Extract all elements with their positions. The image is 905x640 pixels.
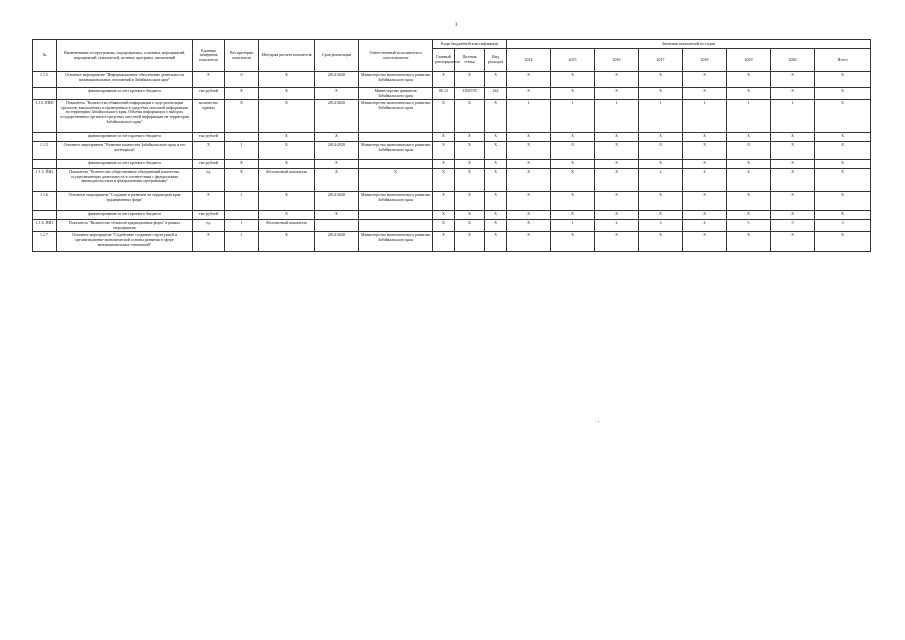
cell-kbk-glava: Х (433, 192, 455, 211)
cell-year-value: 5 (771, 220, 815, 232)
page-number: 3 (455, 23, 458, 28)
table-row (33, 100, 871, 133)
cell-num: 1.1.6. ПИ1 (33, 220, 57, 232)
table-row (33, 72, 871, 88)
cell-year-value: Х (507, 160, 551, 169)
cell-method: Х (259, 232, 315, 252)
cell-weight (225, 211, 259, 220)
cell-year-value: Х (551, 232, 595, 252)
cell-year-value: Х (639, 211, 683, 220)
cell-unit: Х (193, 142, 225, 160)
header-year: 2017 (639, 49, 683, 72)
cell-method: Х (259, 142, 315, 160)
header-year: 2016 (595, 49, 639, 72)
cell-year-value: Х (771, 142, 815, 160)
cell-responsible: Министерство экономического развития Забайкальского края (359, 100, 433, 133)
header-responsible: Ответственный исполнитель и соисполнители (359, 40, 433, 72)
table-row (33, 133, 871, 142)
cell-year-value: 4 (683, 169, 727, 192)
cell-name: Основное мероприятие "Информационное обеспечение деятельности межнациональных отношений в Забайкальском крае" (57, 72, 193, 88)
cell-kbk-csr: Х (455, 220, 485, 232)
header-num: № (33, 40, 57, 72)
cell-year-value: Х (727, 133, 771, 142)
cell-kbk-glava: Х (433, 142, 455, 160)
cell-term: 2014-2020 (315, 192, 359, 211)
table-row (33, 169, 871, 192)
cell-num: 1.1.5. ПИ1 (33, 169, 57, 192)
cell-year-value: Х (639, 160, 683, 169)
cell-year-value: Х (727, 72, 771, 88)
cell-year-value: Х (551, 211, 595, 220)
cell-year-value: Х (507, 211, 551, 220)
cell-kbk-vr: Х (485, 232, 507, 252)
cell-year-value: Х (595, 169, 639, 192)
cell-year-value: Х (771, 72, 815, 88)
cell-kbk-vr: Х (485, 142, 507, 160)
cell-kbk-csr: Х (455, 100, 485, 133)
cell-year-value: 1 (507, 100, 551, 133)
cell-kbk-glava: Х (433, 169, 455, 192)
cell-name: финансирование за счет краевого бюджета (57, 88, 193, 100)
cell-kbk-vr: Х (485, 72, 507, 88)
cell-year-value: Х (727, 192, 771, 211)
cell-term: Х (315, 169, 359, 192)
cell-num (33, 133, 57, 142)
cell-total: Х (815, 133, 871, 142)
table-body (33, 72, 871, 252)
cell-num: 1.1.6. (33, 192, 57, 211)
cell-kbk-vr: Х (485, 133, 507, 142)
cell-unit: тыс.рублей (193, 211, 225, 220)
cell-total: Х (815, 169, 871, 192)
cell-year-value: Х (595, 133, 639, 142)
cell-kbk-vr: Х (485, 192, 507, 211)
cell-kbk-glava: Х (433, 211, 455, 220)
cell-year-value: 1 (683, 100, 727, 133)
cell-year-value: Х (551, 192, 595, 211)
cell-year-value: 1 (639, 100, 683, 133)
cell-term: 2014-2020 (315, 72, 359, 88)
cell-kbk-csr: 1502578 (455, 88, 485, 100)
cell-year-value: Х (639, 142, 683, 160)
cell-kbk-vr: Х (485, 220, 507, 232)
cell-year-value: 3 (639, 220, 683, 232)
cell-year-value: Х (771, 133, 815, 142)
cell-kbk-vr: Х (485, 169, 507, 192)
cell-year-value: Х (683, 192, 727, 211)
cell-weight: Х (225, 100, 259, 133)
cell-method: Х (259, 211, 315, 220)
cell-term: Х (315, 133, 359, 142)
cell-term (315, 220, 359, 232)
header-kbk-glava: Главный распорядитель (433, 49, 455, 72)
header-kbk-csr: Целевая статья (455, 49, 485, 72)
cell-kbk-csr: Х (455, 192, 485, 211)
table-row (33, 142, 871, 160)
cell-unit: тыс.рублей (193, 88, 225, 100)
cell-total: 5 (815, 220, 871, 232)
cell-term: Х (315, 88, 359, 100)
cell-total: Х (815, 88, 871, 100)
table-row (33, 192, 871, 211)
cell-year-value: 1 (771, 100, 815, 133)
cell-year-value: Х (595, 72, 639, 88)
cell-year-value: Х (507, 88, 551, 100)
cell-responsible: Министерство экономического развития Забайкальского края (359, 192, 433, 211)
header-row-top (33, 40, 871, 49)
cell-weight: 1 (225, 192, 259, 211)
header-unit: Единица измерения показателя (193, 40, 225, 72)
cell-responsible (359, 133, 433, 142)
cell-method: Х (259, 72, 315, 88)
cell-year-value: Х (551, 160, 595, 169)
cell-year-value: Х (639, 72, 683, 88)
cell-weight: 1 (225, 142, 259, 160)
cell-responsible (359, 160, 433, 169)
cell-year-value: 1 (551, 100, 595, 133)
cell-year-value: Х (551, 72, 595, 88)
cell-year-value: Х (507, 220, 551, 232)
cell-term: 2014-2020 (315, 142, 359, 160)
cell-year-value: Х (639, 192, 683, 211)
cell-term: Х (315, 211, 359, 220)
table-row (33, 160, 871, 169)
cell-year-value: Х (683, 160, 727, 169)
header-kbk: Коды бюджетной классификации (433, 40, 507, 49)
table-row (33, 211, 871, 220)
cell-method: Х (259, 160, 315, 169)
cell-responsible: Министерство экономического развития Забайкальского края (359, 72, 433, 88)
cell-kbk-csr: Х (455, 142, 485, 160)
cell-term: 2014-2020 (315, 232, 359, 252)
cell-year-value: Х (551, 133, 595, 142)
cell-kbk-csr: Х (455, 211, 485, 220)
header-year: 2020 (771, 49, 815, 72)
cell-total: Х (815, 142, 871, 160)
cell-year-value: Х (771, 211, 815, 220)
table-row (33, 232, 871, 252)
cell-year-value: Х (683, 232, 727, 252)
table-row (33, 88, 871, 100)
cell-total: Х (815, 192, 871, 211)
cell-num: 1.1.7. (33, 232, 57, 252)
cell-num (33, 88, 57, 100)
cell-year-value: Х (771, 88, 815, 100)
cell-year-value: 4 (727, 169, 771, 192)
cell-num (33, 160, 57, 169)
cell-year-value: Х (551, 169, 595, 192)
cell-total: Х (815, 160, 871, 169)
cell-kbk-csr: Х (455, 72, 485, 88)
cell-method: Х (259, 88, 315, 100)
cell-kbk-csr: Х (455, 169, 485, 192)
cell-year-value: Х (727, 88, 771, 100)
cell-year-value: 5 (727, 220, 771, 232)
cell-kbk-csr: Х (455, 133, 485, 142)
cell-kbk-glava: Х (433, 72, 455, 88)
cell-kbk-glava: 06.12 (433, 88, 455, 100)
header-year: 2018 (683, 49, 727, 72)
cell-year-value: 1 (727, 100, 771, 133)
cell-weight: Х (225, 160, 259, 169)
cell-year-value: Х (683, 72, 727, 88)
header-kbk-vr: Вид расходов (485, 49, 507, 72)
cell-weight: 1 (225, 232, 259, 252)
cell-year-value: Х (639, 232, 683, 252)
cell-year-value: Х (507, 169, 551, 192)
cell-method: Абсолютный показатель (259, 169, 315, 192)
header-method: Методика расчета показателя (259, 40, 315, 72)
cell-unit: ед. (193, 169, 225, 192)
cell-kbk-csr: Х (455, 232, 485, 252)
cell-year-value: Х (507, 142, 551, 160)
cell-responsible: Х (359, 169, 433, 192)
header-year: 2019 (727, 49, 771, 72)
cell-year-value: Х (683, 133, 727, 142)
cell-year-value: Х (683, 211, 727, 220)
header-name: Наименование госпрограммы, подпрограммы, основных мероприятий, мероприятий, показателей, целевых программ, заключений (57, 40, 193, 72)
cell-name: Основное мероприятие "Содействие созданию структурной и организационно-экономической основы развития в сфере межнациональных отношений" (57, 232, 193, 252)
header-term: Срок реализации (315, 40, 359, 72)
header-year: 2015 (551, 49, 595, 72)
cell-weight: 0 (225, 72, 259, 88)
cell-name: Показатель "Количество объектов традиционных форм" в рамках мероприятия (57, 220, 193, 232)
cell-kbk-csr: Х (455, 160, 485, 169)
cell-total: Х (815, 100, 871, 133)
cell-year-value: Х (507, 133, 551, 142)
cell-year-value: Х (727, 211, 771, 220)
cell-weight: Х (225, 88, 259, 100)
header-weight: Вес критерия показателя (225, 40, 259, 72)
cell-unit: тыс.рублей (193, 160, 225, 169)
cell-name: финансирование за счет краевого бюджета (57, 160, 193, 169)
cell-kbk-glava: Х (433, 100, 455, 133)
cell-name: Основное мероприятие "Создание и развитие на территории края традиционных форм" (57, 192, 193, 211)
cell-year-value: Х (551, 88, 595, 100)
cell-year-value: Х (727, 142, 771, 160)
cell-responsible: Министерство финансов Забайкальского края (359, 88, 433, 100)
cell-kbk-vr: Х (485, 211, 507, 220)
cell-year-value: 2 (595, 220, 639, 232)
cell-total: Х (815, 72, 871, 88)
cell-year-value: Х (595, 192, 639, 211)
cell-total: Х (815, 232, 871, 252)
cell-year-value: Х (771, 169, 815, 192)
cell-name: Основное мероприятие "Развитие казачества Забайкальского края и его потенциала" (57, 142, 193, 160)
cell-year-value: Х (727, 232, 771, 252)
cell-year-value: Х (507, 192, 551, 211)
cell-name: Показатель "Количество общественных объединений казачества, осуществляющих деятельность в соответствии с федеральным законодательством и федеральными программами" (57, 169, 193, 192)
cell-year-value: Х (595, 88, 639, 100)
header-values: Значения показателей по годам (507, 40, 871, 49)
cell-kbk-glava: Х (433, 133, 455, 142)
program-table (32, 39, 871, 252)
cell-year-value: Х (551, 142, 595, 160)
cell-unit: тыс.рублей (193, 133, 225, 142)
cell-year-value: 4 (683, 220, 727, 232)
table-row (33, 220, 871, 232)
header-year: 2014 (507, 49, 551, 72)
cell-year-value: Х (639, 88, 683, 100)
cell-year-value: Х (595, 142, 639, 160)
cell-year-value: Х (771, 160, 815, 169)
cell-weight (225, 133, 259, 142)
cell-method: Х (259, 100, 315, 133)
cell-unit: количество единиц (193, 100, 225, 133)
cell-responsible (359, 211, 433, 220)
cell-num (33, 211, 57, 220)
cell-kbk-vr: Х (485, 160, 507, 169)
cell-num: 1.1.5. (33, 142, 57, 160)
cell-year-value: Х (683, 88, 727, 100)
cell-year-value: 1 (551, 220, 595, 232)
cell-year-value: Х (639, 133, 683, 142)
cell-term: 2014-2020 (315, 100, 359, 133)
cell-year-value: Х (727, 160, 771, 169)
cell-name: финансирование за счет краевого бюджета (57, 211, 193, 220)
cell-weight: 1 (225, 220, 259, 232)
cell-year-value: 2 (639, 169, 683, 192)
cell-kbk-vr: 244 (485, 88, 507, 100)
cell-year-value: Х (595, 232, 639, 252)
cell-year-value: Х (595, 211, 639, 220)
cell-unit: Х (193, 72, 225, 88)
cell-kbk-glava: Х (433, 232, 455, 252)
cell-responsible: Министерство экономического развития Забайкальского края (359, 142, 433, 160)
cell-num: 1.1.5.1ПИ1 (33, 100, 57, 133)
cell-year-value: Х (507, 232, 551, 252)
cell-unit: Х (193, 232, 225, 252)
cell-year-value: Х (595, 160, 639, 169)
scan-speck (598, 421, 599, 422)
cell-year-value: Х (771, 192, 815, 211)
cell-unit: Х (193, 192, 225, 211)
cell-year-value: Х (683, 142, 727, 160)
cell-year-value: 1 (595, 100, 639, 133)
cell-name: Показатель "Количество объявлений информации о ходе реализации проектов, выпущенных и проведенных в средствах массовой информации на территории Забайкальского края. Объемы информации о выборах государственных органов в средствах массовой информации на территории Забайкальского края" (57, 100, 193, 133)
cell-num: 1.1.5. (33, 72, 57, 88)
cell-unit: ед. (193, 220, 225, 232)
cell-kbk-glava: Х (433, 160, 455, 169)
cell-method: Абсолютный показатель (259, 220, 315, 232)
cell-name: финансирование за счет краевого бюджета (57, 133, 193, 142)
cell-responsible: Министерство экономического развития Забайкальского края (359, 232, 433, 252)
cell-term: Х (315, 160, 359, 169)
cell-weight: Х (225, 169, 259, 192)
cell-responsible (359, 220, 433, 232)
cell-year-value: Х (771, 232, 815, 252)
cell-kbk-glava: Х (433, 220, 455, 232)
cell-total: Х (815, 211, 871, 220)
cell-method: Х (259, 133, 315, 142)
cell-year-value: Х (507, 72, 551, 88)
cell-method: Х (259, 192, 315, 211)
cell-kbk-vr: Х (485, 100, 507, 133)
header-total: Итого (815, 49, 871, 72)
